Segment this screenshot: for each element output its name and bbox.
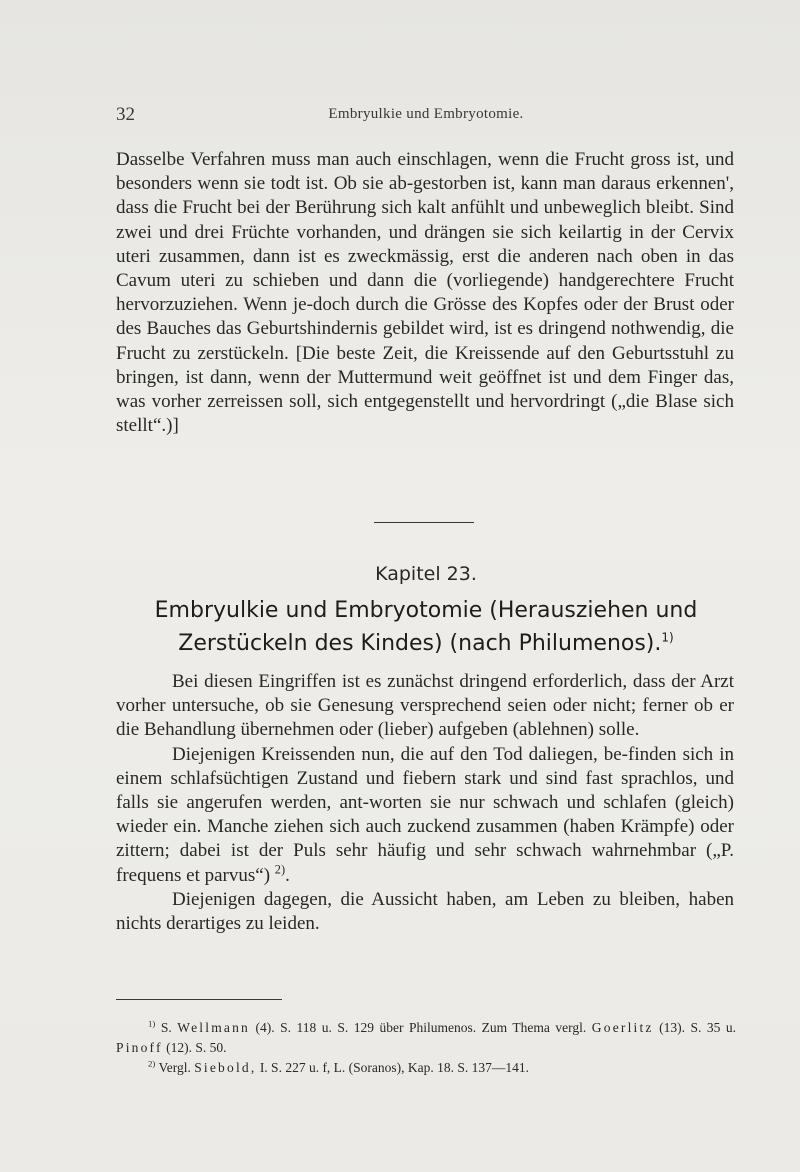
- chapter-label: Kapitel 23.: [375, 563, 477, 585]
- chapter-title-note: 1): [661, 630, 674, 645]
- footnote-1-text-a: S.: [160, 1020, 172, 1035]
- footnote-1: [116, 1018, 736, 1058]
- paragraph-3-end: („P. frequens et parvus“): [116, 840, 735, 886]
- paragraph-2: Bei diesen Eingriffen ist es zunächst dringend erforderlich, dass der Arzt vorher untersuche, ob sie Genesung versprechend seien oder nicht; ferner ob er die Behandlung übernehmen oder (lieber) aufgeben (ablehnen) solle.: [116, 671, 734, 741]
- paragraph-1: [116, 148, 734, 438]
- paragraph-4: Diejenigen dagegen, die Aussicht haben, am Leben zu bleiben, haben nichts derartiges zu leiden.: [116, 888, 734, 935]
- paragraph-3-tail: .: [285, 864, 290, 886]
- chapter-body: [116, 670, 734, 936]
- page-header: [116, 104, 736, 126]
- chapter-title-text: Embryulkie und Embryotomie (Herausziehen und Zerstückeln des Kindes) (nach Philumenos).: [154, 598, 698, 656]
- footnote-1-author-2: Goerlitz: [591, 1020, 654, 1035]
- footnote-2-mark: 2): [148, 1058, 156, 1069]
- footnote-2-text-a: Vergl.: [158, 1060, 191, 1075]
- footnote-1-text-c: (13). S. 35 u.: [659, 1020, 737, 1035]
- footnote-1-text-b: (4). S. 118 u. S. 129 über Philumenos. Zum Thema vergl.: [255, 1020, 587, 1035]
- page-number: 32: [116, 104, 135, 125]
- section-divider: [374, 522, 474, 523]
- footnotes: [116, 1018, 736, 1078]
- footnote-2-author: Siebold,: [194, 1060, 257, 1075]
- paragraph-1-text: Dasselbe Verfahren muss man auch einschlagen, wenn die Frucht gross ist, und besonders wenn sie todt ist. Ob sie ab-gestorben ist, kann man daraus erkennen', dass die Frucht bei der Berührung sich kalt anfühlt und unbeweglich bleibt. Sind zwei und drei Früchte vorhanden, und drängen sie sich keilartig in der Cervix uteri zusammen, dann ist es zweckmässig, erst die anderen nach oben in das Cavum uteri zu schieben und dann die (vorliegende) handgerechtere Frucht hervorzuziehen. Wenn je-doch durch die Grösse des Kopfes oder der Brust oder des Bauches das Geburtshindernis gebildet wird, ist es dringend nothwendig, die Frucht zu zerstückeln. [Die beste Zeit, die Kreissende auf den Geburtsstuhl zu bringen, ist dann, wenn der Muttermund weit geöffnet ist und dem Finger das, was vorher zerreissen soll, sich entgegenstellt und hervordringt („die Blase sich stellt“.)]: [116, 149, 734, 437]
- footnote-2-text-b: I. S. 227 u. f, L. (Soranos), Kap. 18. S. 137—141.: [259, 1060, 530, 1075]
- chapter-title: [116, 594, 736, 660]
- footnote-1-author-1: Wellmann: [177, 1020, 250, 1035]
- footnote-1-author-3: Pinoff: [116, 1040, 163, 1055]
- paragraph-3-text: Diejenigen Kreissenden nun, die auf den Tod daliegen, be-finden sich in einem schlafsüchtigen Zustand und fiebern stark und sind fast sprachlos, und falls sie angerufen werden, ant-worten sie nur schwach und schlafen (gleich) wieder ein. Manche ziehen sich auch zuckend zusammen (haben Krämpfe) oder zittern; dabei ist der Puls sehr häufig und sehr schwach wahrnehmbar: [116, 743, 734, 862]
- paragraph-3-note: 2): [274, 862, 286, 877]
- footnote-1-text-d: (12). S. 50.: [166, 1040, 227, 1055]
- footnote-2: [116, 1058, 736, 1078]
- footnote-1-mark: 1): [148, 1018, 156, 1029]
- footnote-divider: [116, 999, 282, 1000]
- running-head: Embryulkie und Embryotomie.: [328, 106, 524, 122]
- paragraph-3: [116, 743, 734, 888]
